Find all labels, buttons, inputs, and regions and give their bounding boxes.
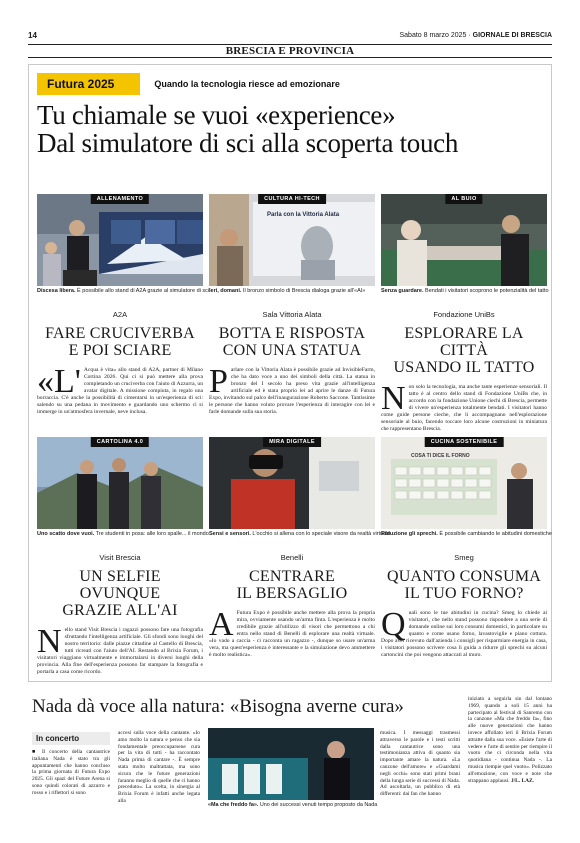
photo-tag: MIRA DIGITALE bbox=[263, 437, 321, 447]
caption-bold: Ieri, domani. bbox=[209, 288, 242, 294]
photo-tag: ALLENAMENTO bbox=[91, 194, 149, 204]
title-line-1: UN SELFIE OVUNQUE bbox=[79, 568, 161, 602]
cards-wall-photo bbox=[381, 437, 547, 529]
title-line-2: USANDO IL TATTO bbox=[393, 359, 535, 376]
article-kicker: Sala Vittoria Alata bbox=[262, 310, 322, 319]
photo-caption bbox=[381, 531, 552, 539]
article-unibs bbox=[381, 194, 547, 433]
caption-text: È possibile allo stand di A2A grazie al simulatore di sci bbox=[75, 288, 210, 294]
caption-bold: Riduzione gli sprechi. bbox=[381, 531, 438, 537]
photo-caption bbox=[37, 531, 209, 539]
feature-box bbox=[28, 64, 552, 682]
body-text: Futura Expo è possibile anche mettere alla prova la propria mira, ovviamente usando un'arma finta. L'esperienza è molto credibile grazie all'utilizzo di visori che permettono a chi entra nello stand di Benelli di esplorare una realtà virtuale. «Io vado a caccia - ci racconta un ragazzo -, dunque so usare un'arma vera, ma quest'esperienza è interessante e la simulazione devo ammettere è molto realistica». bbox=[209, 610, 375, 658]
article-title bbox=[381, 568, 547, 602]
page-date: Sabato 8 marzo 2025 bbox=[399, 31, 467, 39]
section-header: BRESCIA E PROVINCIA bbox=[28, 44, 552, 58]
photo-tag: CULTURA HI-TECH bbox=[258, 194, 326, 204]
feature-subtitle: Quando la tecnologia riesce ad emozionare bbox=[154, 79, 340, 89]
article-kicker: Fondazione UniBs bbox=[433, 310, 495, 319]
article-kicker: Visit Brescia bbox=[99, 553, 141, 562]
article-kicker: Benelli bbox=[280, 553, 304, 562]
photo-caption bbox=[209, 288, 375, 296]
article-photo bbox=[381, 194, 547, 286]
photo-inner-text: COSA TI DICE IL FORNO bbox=[411, 453, 470, 459]
article-body bbox=[381, 380, 547, 433]
vr-headset-photo bbox=[209, 437, 375, 529]
nada-article bbox=[28, 690, 552, 820]
article-title bbox=[37, 568, 203, 619]
article-body bbox=[209, 363, 375, 416]
dropcap: Q bbox=[381, 606, 406, 643]
article-photo bbox=[209, 437, 375, 529]
article-visit-brescia bbox=[37, 437, 209, 676]
title-line-1: CENTRARE bbox=[248, 568, 336, 585]
title-line-2: CON UNA STATUA bbox=[222, 342, 362, 359]
article-smeg bbox=[381, 437, 552, 659]
nada-col-3: musica. I messaggi trasmessi attraverso le parole e i testi scritti dalla cantautrice sono una testimonianza attiva di quanto sia importante amare la natura. «La canzone dell'amore» e «Guardami negli occhi» sono stati primi brani della lunga serie di successi di Nada. Ad ascoltarla, un pubblico di età differenti: dai fan che hanno bbox=[380, 730, 460, 798]
col4-text: iniziato a seguirla sin dal lontano 1969, quando a soli 15 anni ha partecipato al festival di Sanremo con la canzone «Ma che freddo fa», fino alle nuove generazioni che hanno invece affollato ieri il Brixia Forum attratte dalla sua voce. «Esiste l'arte di vedere e l'arte di sentire per riempire il vuoto che ci circonda nella vita quotidiana - continua Nada -. La musica riempie quel vuoto». Polizzato all'emozione, con voce e note che strappano applausi. bbox=[468, 696, 552, 784]
article-body bbox=[381, 606, 547, 659]
title-line-1: FARE CRUCIVERBA bbox=[45, 325, 195, 342]
caption-text: È possibile cambiando le abitudini domestiche bbox=[437, 531, 552, 537]
page-date-separator: · bbox=[466, 31, 473, 39]
feature-tag: Futura 2025 bbox=[37, 73, 140, 95]
caption-text: Bendati i visitatori scoprono le potenzialità del tatto bbox=[423, 288, 549, 294]
vittoria-alata-photo bbox=[209, 194, 375, 286]
title-line-1: BOTTA E RISPOSTA bbox=[218, 325, 366, 342]
headline-line-2: Dal simulatore di sci alla scoperta touch bbox=[37, 128, 459, 158]
article-photo bbox=[381, 437, 547, 529]
feature-tagbar bbox=[37, 73, 340, 95]
in-concerto-label: In concerto bbox=[32, 732, 110, 745]
dropcap: A bbox=[209, 606, 234, 643]
article-a2a bbox=[37, 194, 210, 416]
feature-headline bbox=[37, 101, 543, 157]
dropcap: N bbox=[381, 380, 406, 417]
photo-caption bbox=[209, 531, 391, 539]
body-text: on solo la tecnologia, ma anche tante esperienze sensoriali. Il tatto è al centro dello stand di Fondazione UniBs che, in accordo con la fondazione Unione ciechi di Brescia, permette di vivere un'esperienza totalmente bendati. I visitatori hanno come guide persone cieche, che li accompagnano nell'esplorazione sensoriale al buio, facendo toccare loro alcune costruzioni in miniatura che rappresentano Brescia. bbox=[381, 384, 547, 432]
page-header bbox=[28, 28, 552, 42]
caption-bold: Discesa libera. bbox=[37, 288, 76, 294]
title-line-2: GRAZIE ALL'AI bbox=[62, 602, 178, 619]
caption-text: L'occhio si allena con lo speciale visore da realtà virtuale bbox=[250, 531, 391, 537]
page-date-line bbox=[399, 32, 552, 39]
caption-bold: Uno scatto dove vuoi. bbox=[37, 531, 95, 537]
article-title bbox=[209, 568, 375, 602]
nada-col-4 bbox=[468, 696, 552, 784]
body-text: arlare con la Vittoria Alata è possibile grazie ad InvisibleFarm, che ha dato voce a uno dei simboli della città. La statua in bronzo del I secolo ha preso vita grazie all'intelligenza artificiale ed è stata proprio lei ad aprire le danze di Futura Expo, invitando sul palco dell'inaugurazione Roberto Saccone. Tantissime le persone che hanno voluto provare l'esperienza di interagire con lei e farle domande sulla sua storia. bbox=[209, 367, 375, 415]
nada-col-1: ■ Il concerto della cantautrice italiana Nada è stato tra gli appuntamenti che hanno concluso la prima giornata di Futura Expo 2025. Gli spazi del Future Arena si sono quindi colorati di azzurro e rosso e i riflettori si sono bbox=[32, 749, 110, 796]
photo-tag: CUCINA SOSTENIBILE bbox=[425, 437, 504, 447]
caption-bold: Senza guardare. bbox=[381, 288, 424, 294]
nada-photo bbox=[208, 728, 374, 800]
article-benelli bbox=[209, 437, 391, 659]
article-kicker: A2A bbox=[112, 310, 128, 319]
blindfold-photo bbox=[381, 194, 547, 286]
article-body bbox=[37, 623, 203, 676]
title-line-1: ESPLORARE LA CITTÀ bbox=[404, 325, 524, 359]
caption-text: Tre studenti in posa: alle loro spalle... il mondo bbox=[94, 531, 209, 537]
article-vittoria-alata bbox=[209, 194, 375, 416]
caption-bold: Sensi e sensori. bbox=[209, 531, 251, 537]
body-text: Acqua è vita» allo stand di A2A, partner di Milano Cortina 2026. Qui ci si può mettere alla prova completando un cruciverba con l'aiuto di Azzurra, un avatar digitale. A missione compiuta, in regalo una borraccia. C'è anche la possibilità di cimentarsi in un'esperienza di sci: salendo su una pedana in movimento e guardando uno schermo ci si immerge in un'atmosfera invernale, neve inclusa. bbox=[37, 367, 203, 415]
article-photo bbox=[37, 194, 203, 286]
page-number: 14 bbox=[28, 30, 37, 40]
article-title bbox=[209, 325, 375, 359]
photo-tag: CARTOLINA 4.0 bbox=[91, 437, 149, 447]
photo-inner-text: Parla con la Vittoria Alata bbox=[267, 212, 340, 218]
selfie-photo bbox=[37, 437, 203, 529]
article-photo bbox=[37, 437, 203, 529]
dropcap: «L' bbox=[37, 363, 81, 400]
article-kicker: Smeg bbox=[454, 553, 474, 562]
body-text: uali sono le tue abitudini in cucina? Smeg lo chiede ai visitatori, che nello stand possono rispondere a una serie di domande online sui loro consumi domestici, in particolare su quanto e come usano forno, lavastoviglie e piano cottura. Dopo aver ricevuto dall'azienda i consigli per risparmiare energia in casa, i visitatori possono scrivere cosa li guida a ridurre gli sprechi su alcuni cartoncini che poi vengono attaccati al muro. bbox=[381, 610, 547, 658]
caption-bold: «Ma che freddo fa». bbox=[208, 802, 259, 808]
article-body bbox=[209, 606, 375, 659]
title-line-2: IL TUO FORNO? bbox=[404, 585, 524, 602]
caption-text: Il bronzo simbolo di Brescia dialoga grazie all'«AI» bbox=[241, 288, 366, 294]
newspaper-name: GIORNALE DI BRESCIA bbox=[472, 31, 552, 39]
article-body bbox=[37, 363, 203, 416]
nada-concert-photo bbox=[208, 728, 374, 800]
article-title bbox=[381, 325, 547, 376]
title-line-1: QUANTO CONSUMA bbox=[386, 568, 542, 585]
nada-col-2: accesi sulla voce della cantante. «Io amo molto la natura e penso che sia fondamentale preoccuparsene cura per la vita di tutti - ha raccontato Nada prima di cantare -. È sempre stata molto maltrattata, ma sono sicura che le future generazioni faranno meglio di quelle che ci hanno preceduto». La scelta, in sinergia al Brixia Forum è infatti anche legata alla bbox=[118, 730, 200, 804]
nada-sidebar bbox=[32, 732, 110, 797]
photo-tag: AL BUIO bbox=[445, 194, 482, 204]
body-text: ello stand Visit Brescia i ragazzi possono fare una fotografia sfruttando l'intelligenza artificiale. Gli sfondi sono luoghi del nostro territorio: dalle piazze cittadine al Castello di Brescia, tutti ricreati con l'aiuto dell'AI. Restando al Brixia Forum, i visitatori viaggiano virtualmente e immortalarsi in diversi luoghi della provincia. Alla fine dell'esperienza possono far stampare la fotografia e portarla a casa come ricordo. bbox=[37, 627, 203, 675]
article-photo bbox=[209, 194, 375, 286]
ski-simulator-photo bbox=[37, 194, 203, 286]
dropcap: P bbox=[209, 363, 228, 400]
dropcap: N bbox=[37, 623, 62, 660]
photo-caption bbox=[37, 288, 210, 296]
nada-title: Nada dà voce alla natura: «Bisogna averne cura» bbox=[32, 696, 404, 717]
caption-text: Uno dei successi venuti tempo proposto da Nada bbox=[258, 802, 378, 808]
author-sign: J/L. LAZ. bbox=[510, 777, 534, 784]
photo-caption bbox=[381, 288, 547, 296]
article-title bbox=[37, 325, 203, 359]
headline-line-1: Tu chiamale se vuoi «experience» bbox=[37, 100, 396, 130]
nada-photo-caption bbox=[208, 802, 398, 808]
title-line-2: E POI SCIARE bbox=[68, 342, 172, 359]
title-line-2: IL BERSAGLIO bbox=[236, 585, 348, 602]
